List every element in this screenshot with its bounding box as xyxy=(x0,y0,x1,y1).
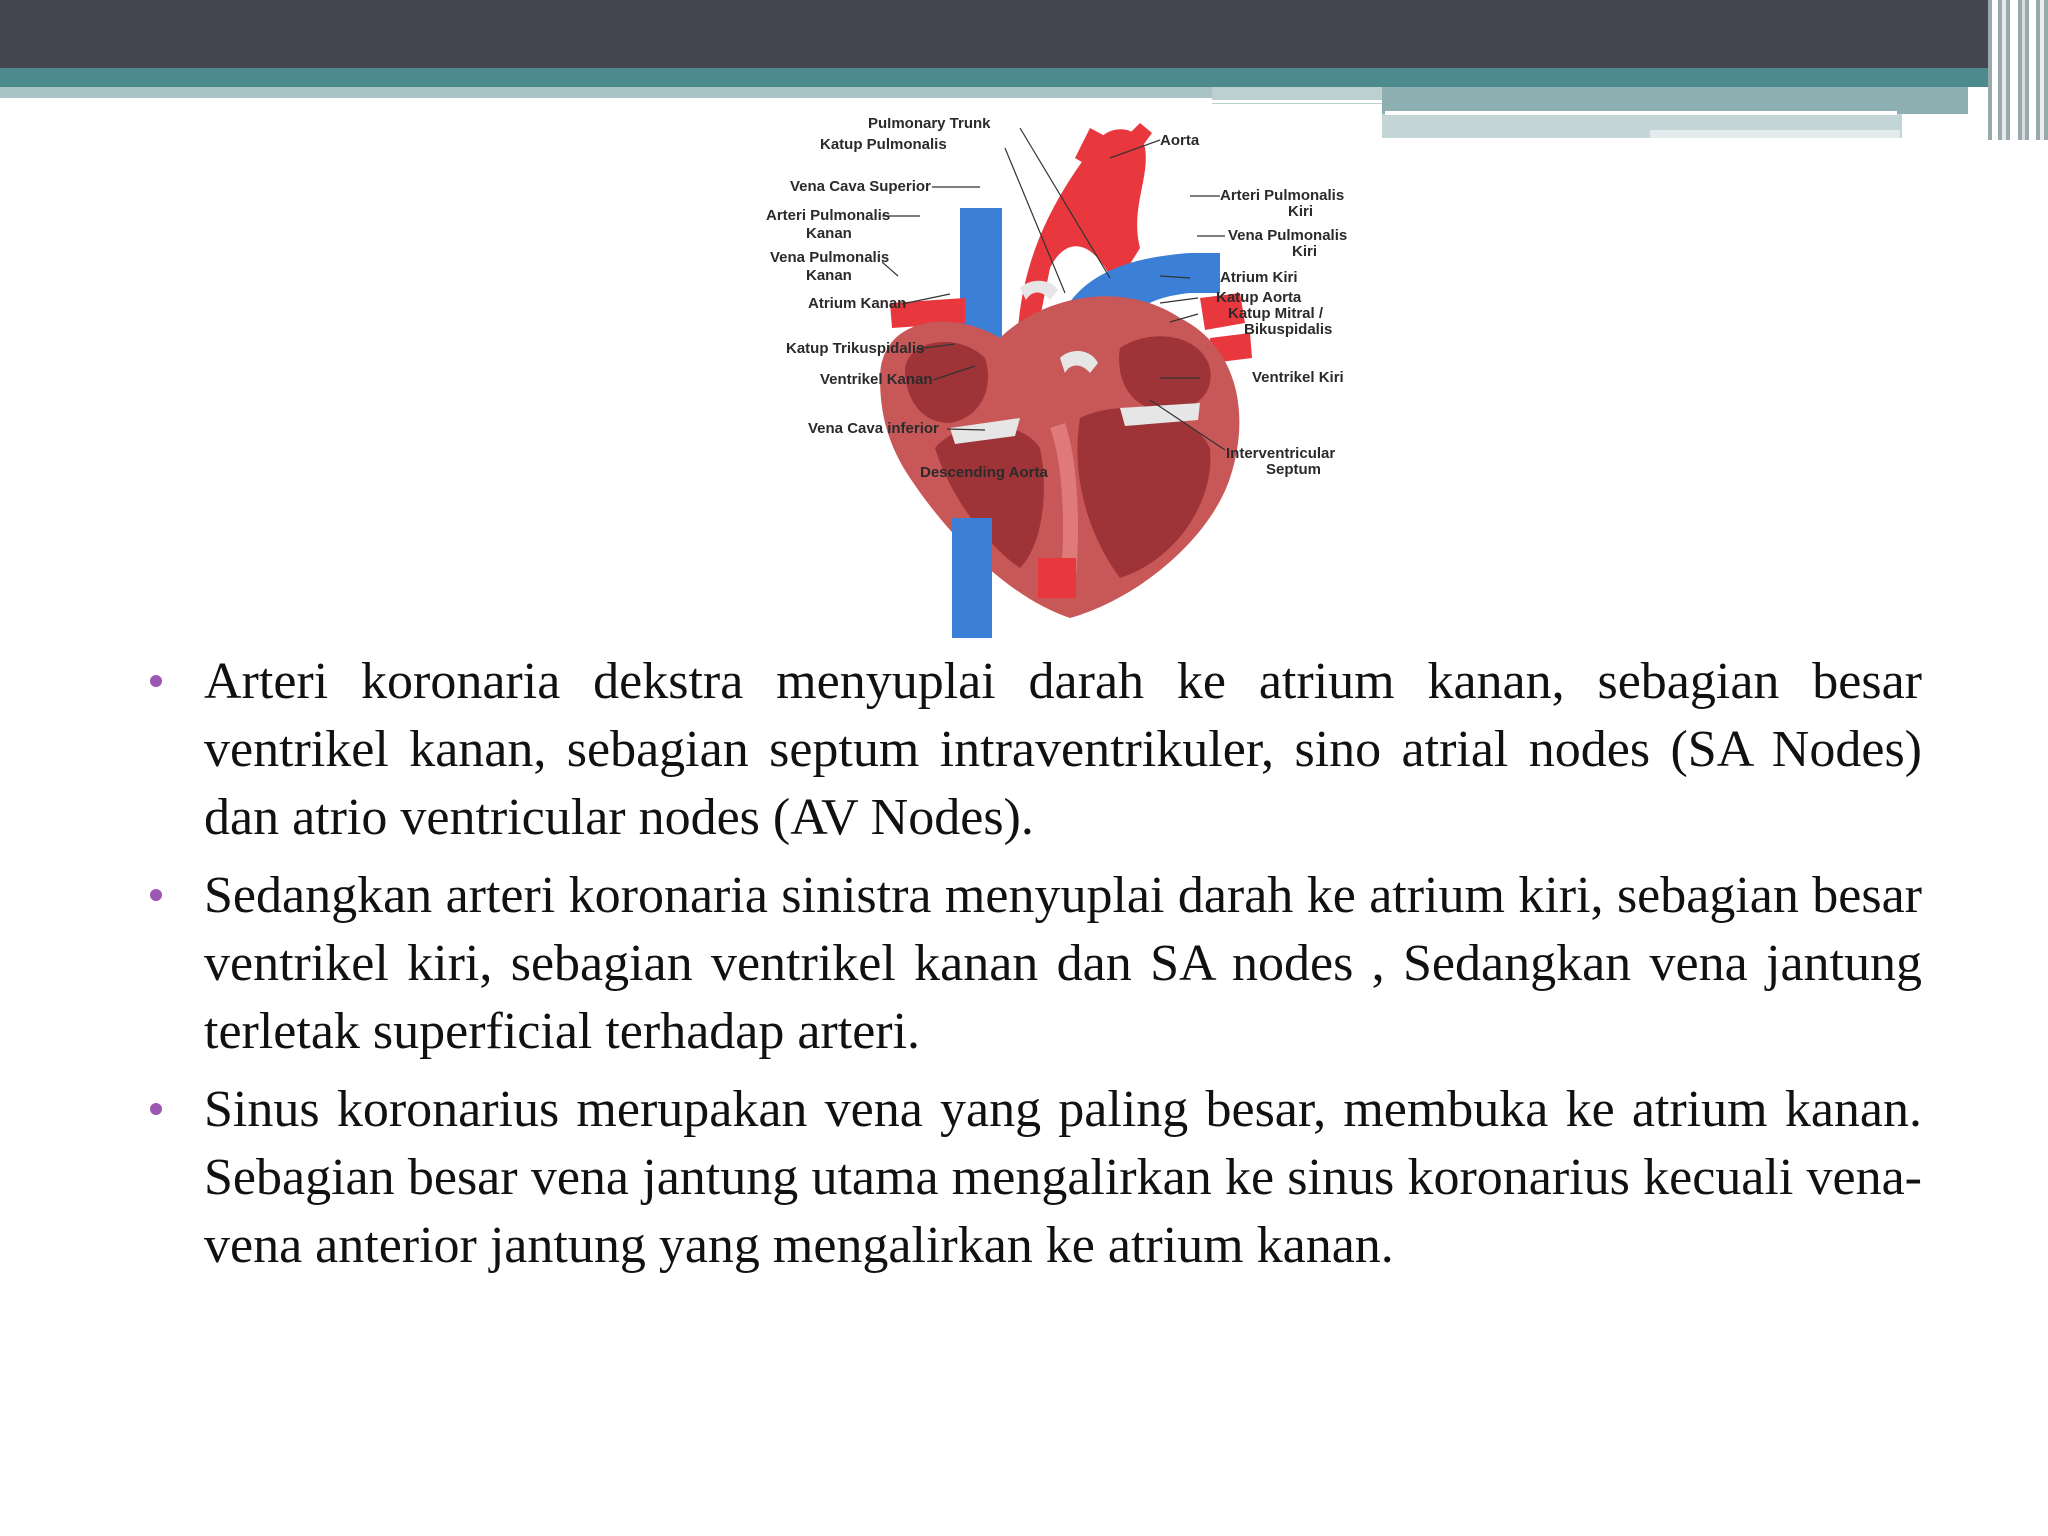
label-ventrikel-kiri: Ventrikel Kiri xyxy=(1252,369,1344,386)
descending-aorta-shape xyxy=(1038,558,1076,598)
bullet-item xyxy=(148,1076,1924,1280)
label-arteri-pulmonalis-kiri-2: Kiri xyxy=(1288,203,1314,220)
header-step xyxy=(1382,87,1968,114)
heart-illustration xyxy=(720,118,1400,638)
header-vertical-stripes xyxy=(1988,0,2048,140)
header-bar-dark xyxy=(0,0,2048,68)
bullet-item xyxy=(148,862,1924,1066)
bullet-item xyxy=(148,648,1924,852)
label-interventricular-2: Septum xyxy=(1266,461,1322,478)
label-katup-trikuspidalis: Katup Trikuspidalis xyxy=(786,340,925,357)
header-divider xyxy=(1212,100,1382,103)
header-step xyxy=(1650,130,1900,138)
bullet-list xyxy=(148,648,1924,1290)
bullet-dot xyxy=(150,889,162,901)
bullet-dot xyxy=(150,675,162,687)
label-vena-pulmonalis-kanan-2: Kanan xyxy=(806,267,852,284)
label-aorta: Aorta xyxy=(1160,132,1200,149)
bullet-text: Sedangkan arteri koronaria sinistra menyuplai darah ke atrium kiri, sebagian besar ventrikel kiri, sebagian ventrikel kanan dan SA nodes , Sedangkan vena jantung terletak superficial terhadap arteri. xyxy=(204,867,1922,1060)
label-arteri-pulmonalis-kanan: Arteri Pulmonalis xyxy=(766,207,891,224)
vena-cava-inferior-shape xyxy=(952,518,992,638)
header-bar-teal xyxy=(0,68,2000,87)
bullet-dot xyxy=(150,1103,162,1115)
label-ventrikel-kanan: Ventrikel Kanan xyxy=(820,371,933,388)
label-vena-pulmonalis-kanan: Vena Pulmonalis xyxy=(770,249,890,266)
label-vena-cava-inferior: Vena Cava inferior xyxy=(808,420,939,437)
label-katup-aorta: Katup Aorta xyxy=(1216,289,1302,306)
label-interventricular: Interventricular xyxy=(1226,445,1336,462)
label-arteri-pulmonalis-kiri: Arteri Pulmonalis xyxy=(1220,187,1345,204)
header-divider xyxy=(1385,111,1897,115)
bullet-text: Sinus koronarius merupakan vena yang paling besar, membuka ke atrium kanan. Sebagian besar vena jantung utama mengalirkan ke sinus koronarius kecuali vena-vena anterior jantung yang mengalirkan ke atrium kanan. xyxy=(204,1081,1922,1274)
label-descending-aorta: Descending Aorta xyxy=(920,464,1048,481)
label-arteri-pulmonalis-kanan-2: Kanan xyxy=(806,225,852,242)
label-katup-pulmonalis: Katup Pulmonalis xyxy=(820,136,947,153)
label-atrium-kiri: Atrium Kiri xyxy=(1220,269,1298,286)
label-vena-cava-superior: Vena Cava Superior xyxy=(790,178,931,195)
label-atrium-kanan: Atrium Kanan xyxy=(808,295,907,312)
label-katup-mitral-2: Bikuspidalis xyxy=(1244,321,1333,338)
header-bar-light xyxy=(0,87,1212,98)
label-katup-mitral: Katup Mitral / xyxy=(1228,305,1324,322)
bullet-text: Arteri koronaria dekstra menyuplai darah ke atrium kanan, sebagian besar ventrikel kanan, sebagian septum intraventrikuler, sino atrial nodes (SA Nodes) dan atrio ventricular nodes (AV Nodes). xyxy=(204,653,1922,846)
label-vena-pulmonalis-kiri: Vena Pulmonalis xyxy=(1228,227,1348,244)
label-vena-pulmonalis-kiri-2: Kiri xyxy=(1292,243,1318,260)
heart-diagram xyxy=(720,118,1400,638)
vena-cava-superior-shape xyxy=(960,208,1002,338)
label-pulmonary-trunk: Pulmonary Trunk xyxy=(868,118,991,132)
